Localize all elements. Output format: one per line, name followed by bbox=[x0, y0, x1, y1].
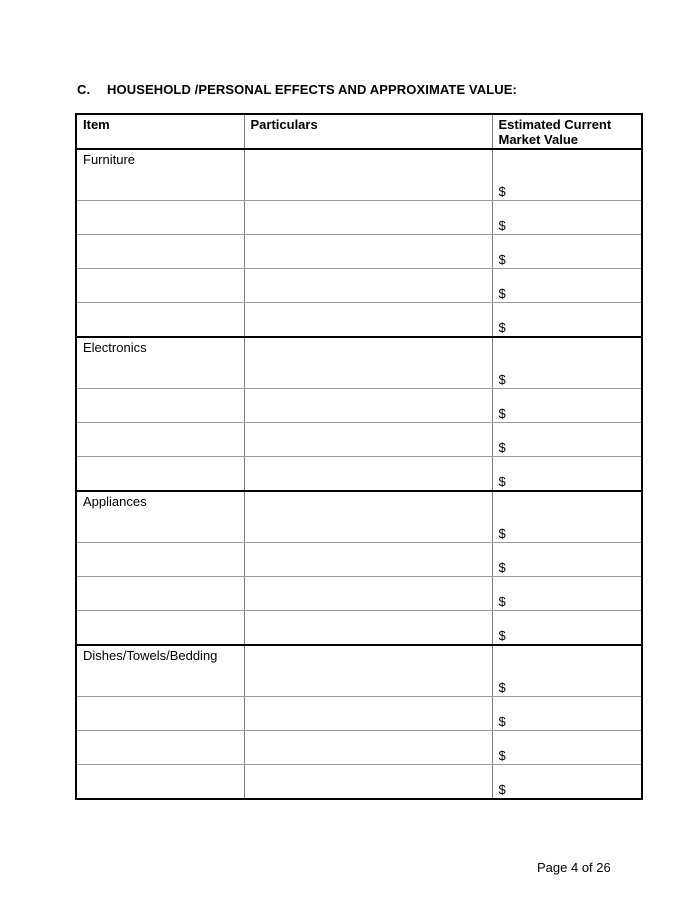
value-cell[interactable] bbox=[492, 389, 642, 423]
table-row bbox=[76, 269, 642, 303]
particulars-cell[interactable] bbox=[244, 611, 492, 646]
particulars-cell[interactable] bbox=[244, 201, 492, 235]
header-item: Item bbox=[76, 114, 244, 149]
section-heading bbox=[77, 82, 517, 97]
dollar-sign: $ bbox=[498, 252, 506, 267]
table-row bbox=[76, 611, 642, 646]
value-cell[interactable] bbox=[492, 645, 642, 697]
dollar-sign: $ bbox=[498, 594, 506, 609]
dollar-sign: $ bbox=[498, 440, 506, 455]
table-header-row bbox=[76, 114, 642, 149]
particulars-cell[interactable] bbox=[244, 389, 492, 423]
particulars-cell[interactable] bbox=[244, 337, 492, 389]
item-cell[interactable]: Furniture bbox=[76, 149, 244, 201]
section-letter: C. bbox=[77, 82, 91, 97]
table-row bbox=[76, 389, 642, 423]
dollar-sign: $ bbox=[498, 372, 506, 387]
header-value-line2: Market Value bbox=[498, 132, 578, 147]
dollar-sign: $ bbox=[498, 320, 506, 335]
section-title: HOUSEHOLD /PERSONAL EFFECTS AND APPROXIMATE VALUE: bbox=[107, 82, 517, 97]
value-cell[interactable] bbox=[492, 577, 642, 611]
item-cell[interactable] bbox=[76, 201, 244, 235]
dollar-sign: $ bbox=[498, 526, 506, 541]
table-row-appliances bbox=[76, 491, 642, 543]
particulars-cell[interactable] bbox=[244, 645, 492, 697]
value-cell[interactable] bbox=[492, 491, 642, 543]
value-cell[interactable] bbox=[492, 303, 642, 338]
value-cell[interactable] bbox=[492, 423, 642, 457]
header-estimated-value bbox=[492, 114, 642, 149]
particulars-cell[interactable] bbox=[244, 765, 492, 800]
value-cell[interactable] bbox=[492, 201, 642, 235]
item-cell[interactable] bbox=[76, 389, 244, 423]
item-cell[interactable] bbox=[76, 543, 244, 577]
dollar-sign: $ bbox=[498, 748, 506, 763]
table-row bbox=[76, 235, 642, 269]
value-cell[interactable] bbox=[492, 269, 642, 303]
particulars-cell[interactable] bbox=[244, 577, 492, 611]
item-cell[interactable] bbox=[76, 423, 244, 457]
particulars-cell[interactable] bbox=[244, 491, 492, 543]
particulars-cell[interactable] bbox=[244, 269, 492, 303]
dollar-sign: $ bbox=[498, 218, 506, 233]
item-cell[interactable] bbox=[76, 577, 244, 611]
particulars-cell[interactable] bbox=[244, 235, 492, 269]
dollar-sign: $ bbox=[498, 286, 506, 301]
table-row-dishes-towels-bedding bbox=[76, 645, 642, 697]
item-cell[interactable]: Dishes/Towels/Bedding bbox=[76, 645, 244, 697]
table-row-furniture bbox=[76, 149, 642, 201]
value-cell[interactable] bbox=[492, 765, 642, 800]
table-row bbox=[76, 303, 642, 338]
dollar-sign: $ bbox=[498, 406, 506, 421]
value-cell[interactable] bbox=[492, 337, 642, 389]
particulars-cell[interactable] bbox=[244, 457, 492, 492]
item-cell[interactable] bbox=[76, 611, 244, 646]
table-row bbox=[76, 457, 642, 492]
dollar-sign: $ bbox=[498, 680, 506, 695]
header-particulars: Particulars bbox=[244, 114, 492, 149]
item-cell[interactable] bbox=[76, 269, 244, 303]
item-cell[interactable] bbox=[76, 457, 244, 492]
table-row bbox=[76, 423, 642, 457]
particulars-cell[interactable] bbox=[244, 697, 492, 731]
particulars-cell[interactable] bbox=[244, 731, 492, 765]
table-row bbox=[76, 765, 642, 800]
table-row bbox=[76, 731, 642, 765]
dollar-sign: $ bbox=[498, 474, 506, 489]
table-row bbox=[76, 697, 642, 731]
particulars-cell[interactable] bbox=[244, 149, 492, 201]
dollar-sign: $ bbox=[498, 184, 506, 199]
page-number: Page 4 of 26 bbox=[537, 860, 611, 875]
table-row bbox=[76, 201, 642, 235]
dollar-sign: $ bbox=[498, 782, 506, 797]
particulars-cell[interactable] bbox=[244, 543, 492, 577]
value-cell[interactable] bbox=[492, 543, 642, 577]
value-cell[interactable] bbox=[492, 235, 642, 269]
value-cell[interactable] bbox=[492, 149, 642, 201]
value-cell[interactable] bbox=[492, 457, 642, 492]
item-cell[interactable] bbox=[76, 235, 244, 269]
value-cell[interactable] bbox=[492, 697, 642, 731]
item-cell[interactable] bbox=[76, 697, 244, 731]
dollar-sign: $ bbox=[498, 714, 506, 729]
item-cell[interactable] bbox=[76, 731, 244, 765]
particulars-cell[interactable] bbox=[244, 423, 492, 457]
table-row-electronics bbox=[76, 337, 642, 389]
dollar-sign: $ bbox=[498, 560, 506, 575]
particulars-cell[interactable] bbox=[244, 303, 492, 338]
dollar-sign: $ bbox=[498, 628, 506, 643]
household-effects-table bbox=[75, 113, 643, 800]
item-cell[interactable] bbox=[76, 303, 244, 338]
table-row bbox=[76, 543, 642, 577]
table-row bbox=[76, 577, 642, 611]
item-cell[interactable]: Appliances bbox=[76, 491, 244, 543]
header-value-line1: Estimated Current bbox=[498, 117, 612, 132]
item-cell[interactable]: Electronics bbox=[76, 337, 244, 389]
item-cell[interactable] bbox=[76, 765, 244, 800]
value-cell[interactable] bbox=[492, 611, 642, 646]
value-cell[interactable] bbox=[492, 731, 642, 765]
